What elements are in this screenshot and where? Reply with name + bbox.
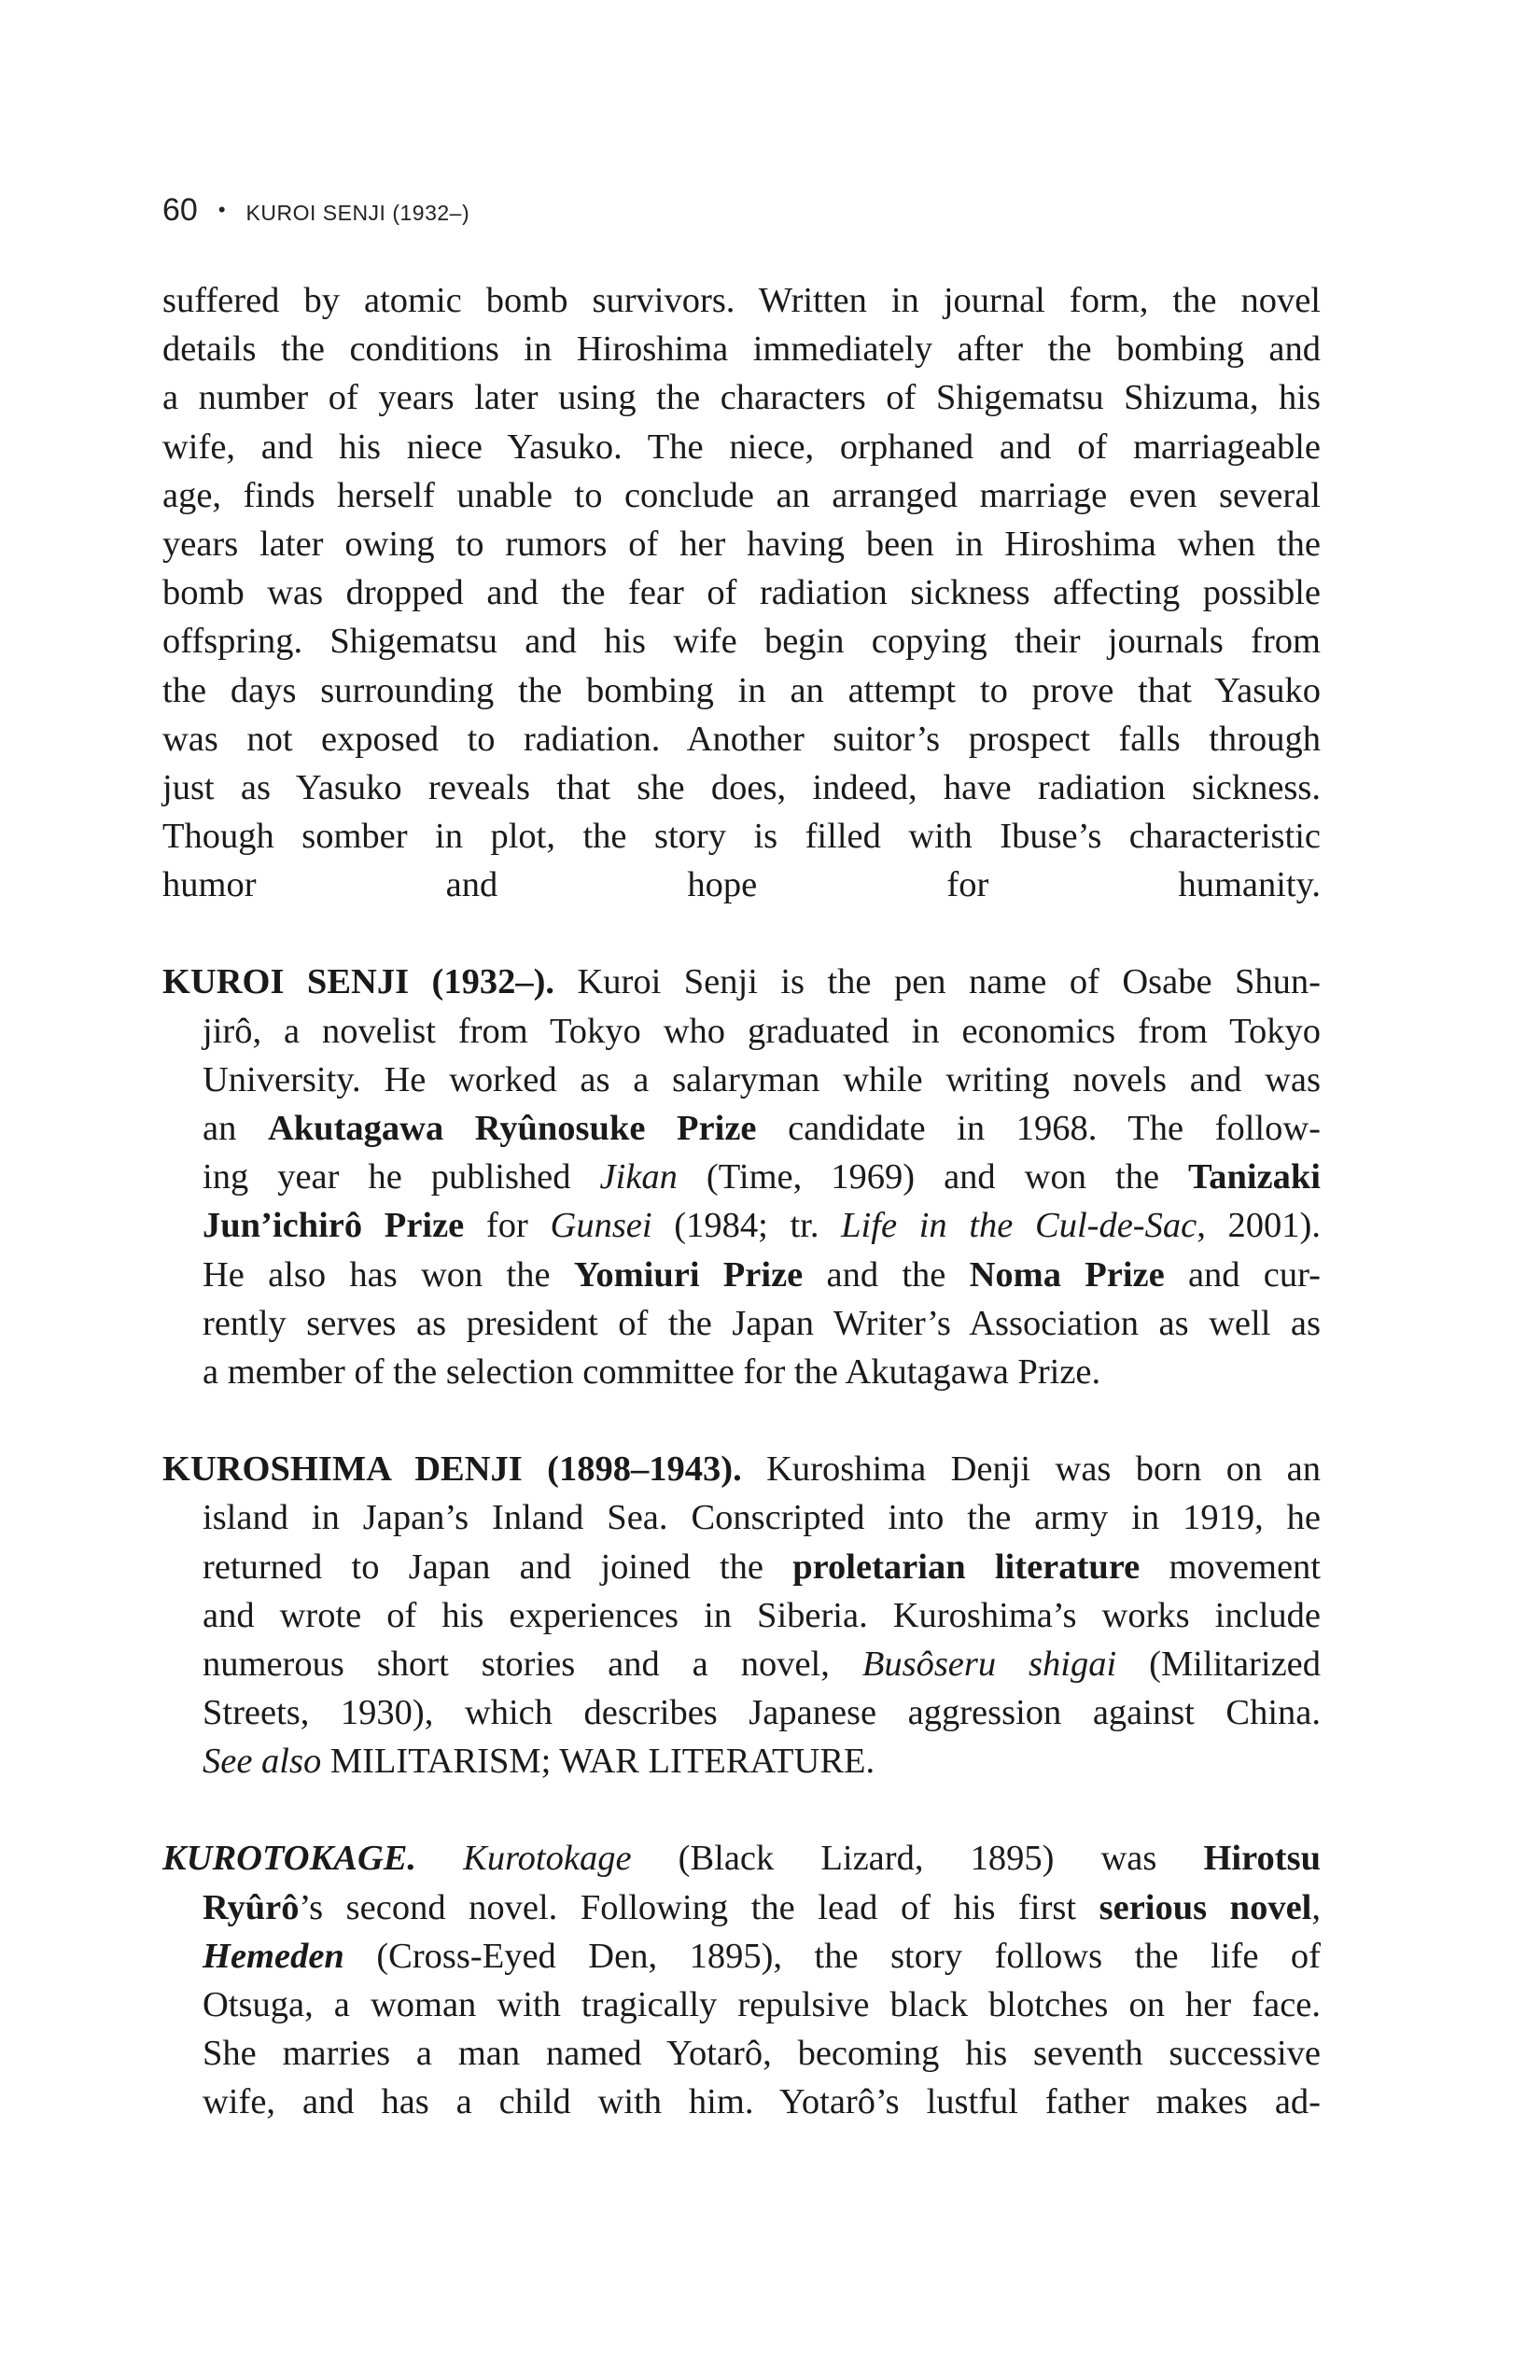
text-line [162,276,1321,325]
text-run: Otsuga, a woman with tragically repulsive black blotches on her face. [203,1985,1321,2024]
text-run: (Time, 1969) and won the [677,1157,1189,1197]
styled-run: Life in the Cul-de-Sac [841,1206,1197,1246]
styled-run: See also [203,1742,322,1782]
text-run: wife, and his niece Yasuko. The niece, orphaned and of marriageable [162,427,1321,467]
text-line [162,812,1321,861]
text-run: (1984; tr. [651,1206,842,1246]
text-line [162,471,1321,520]
text-run: suffered by atomic bomb survivors. Written in journal form, the novel [162,281,1321,320]
styled-run: Akutagawa Ryûnosuke Prize [267,1109,757,1148]
text-line [162,1834,1321,1883]
text-run: , [1311,1887,1321,1927]
text-line [162,373,1321,422]
styled-run: KUROSHIMA DENJI (1898–1943). [162,1449,742,1490]
text-line [203,1251,1321,1299]
text-line [203,1640,1321,1688]
text-run: offspring. Shigematsu and his wife begin copying their journals from [162,622,1321,662]
entry-kurotokage [162,1834,1321,2126]
text-line [203,1883,1321,1932]
running-head-title: KUROI SENJI (1932–) [245,201,470,225]
text-run: a number of years later using the characters of Shigematsu Shizuma, his [162,378,1321,418]
text-run: (Militarized [1116,1644,1321,1684]
text-run: for [464,1206,551,1246]
text-run: age, finds herself unable to conclude an arranged marriage even several [162,475,1321,515]
text-run: bomb was dropped and the fear of radiation sickness affecting possible [162,573,1321,613]
text-line [203,1981,1321,2029]
text-run: Streets, 1930), which describes Japanese aggression against China. [203,1693,1321,1733]
text-run: years later owing to rumors of her having been in Hiroshima when the [162,524,1321,564]
text-run: candidate in 1968. The follow- [756,1109,1322,1148]
styled-run: Gunsei [550,1206,652,1246]
text-line [203,1056,1321,1104]
text-line [203,1932,1321,1981]
text-run: She marries a man named Yotarô, becoming his seventh successive [203,2034,1321,2074]
styled-run: Ryûrô [203,1887,300,1927]
text-line [203,1007,1321,1056]
text-line [162,715,1321,763]
text-run: a member of the selection committee for the Akutagawa Prize. [203,1351,1101,1392]
text-run: Kuroshima Denji was born on an [741,1449,1321,1490]
styled-run: serious novel [1099,1887,1312,1927]
text-line [203,1201,1321,1250]
text-run: movement [1140,1547,1321,1587]
text-line [203,1493,1321,1542]
text-run: University. He worked as a salaryman while writing novels and was [203,1059,1321,1099]
text-line [203,1688,1321,1737]
text-line [203,1348,1321,1396]
text-run: jirô, a novelist from Tokyo who graduated in economics from Tokyo [203,1011,1321,1051]
text-run: rently serves as president of the Japan Writer’s Association as well as [203,1303,1321,1343]
text-line [203,1737,1321,1785]
styled-run: Kurotokage [463,1839,632,1879]
text-run: just as Yasuko reveals that she does, indeed, have radiation sickness. [162,767,1321,807]
entry-kuroi-senji [162,958,1321,1396]
text-run: wife, and has a child with him. Yotarô’s lustful father makes ad- [203,2082,1321,2122]
styled-run: KUROI SENJI (1932–). [162,962,555,1002]
text-line [203,1591,1321,1640]
entry-kuroshima-denji [162,1445,1321,1785]
text-run: humor and hope for humanity. [162,865,1321,905]
text-run: MILITARISM; WAR LITERATURE. [321,1742,875,1782]
text-line [203,2029,1321,2078]
text-line [162,861,1321,909]
text-line [162,617,1321,665]
styled-run: Noma Prize [969,1254,1165,1295]
text-run: the days surrounding the bombing in an attempt to prove that Yasuko [162,670,1321,710]
text-run: (Black Lizard, 1895) was [631,1839,1204,1879]
styled-run: Jun’ichirô Prize [203,1206,465,1246]
text-line [162,568,1321,617]
text-line [203,1153,1321,1201]
text-line [203,1543,1321,1591]
text-line [162,325,1321,373]
entry-continuation [162,276,1321,909]
running-head [162,192,469,229]
styled-run: Busôseru shigai [861,1644,1117,1684]
text-run: and cur- [1164,1254,1321,1295]
text-run: ing year he published [203,1157,600,1197]
text-line [162,666,1321,715]
page-number: 60 [162,192,198,228]
text-run [416,1839,463,1878]
body-text [162,276,1321,2127]
text-line [162,1445,1321,1493]
text-line [162,520,1321,568]
text-run: details the conditions in Hiroshima immediately after the bombing and [162,329,1321,370]
text-line [203,1104,1321,1153]
text-run: numerous short stories and a novel, [203,1644,862,1684]
text-line [162,423,1321,471]
text-line [203,1299,1321,1348]
text-run: island in Japan’s Inland Sea. Conscripted into the army in 1919, he [203,1498,1321,1538]
text-run: He also has won the [203,1254,574,1295]
text-run: Kuroi Senji is the pen name of Osabe Shun- [554,962,1321,1002]
text-line [162,958,1321,1006]
styled-run: proletarian literature [792,1547,1141,1587]
header-bullet: • [217,198,226,221]
styled-run: Jikan [599,1157,678,1197]
text-run: Though somber in plot, the story is filled with Ibuse’s characteristic [162,817,1321,857]
text-run: and the [803,1254,970,1295]
text-run: (Cross-Eyed Den, 1895), the story follows the life of [343,1936,1321,1976]
text-run: returned to Japan and joined the [203,1547,793,1587]
styled-run: Hirotsu [1203,1839,1321,1879]
text-run: , 2001). [1197,1206,1321,1246]
styled-run: KUROTOKAGE. [162,1839,417,1879]
styled-run: Hemeden [203,1936,344,1976]
text-run: an [203,1109,268,1148]
text-run: was not exposed to radiation. Another suitor’s prospect falls through [162,719,1321,759]
text-line [203,2078,1321,2126]
styled-run: Yomiuri Prize [573,1254,804,1295]
text-line [162,763,1321,812]
text-run: ’s second novel. Following the lead of his first [299,1887,1099,1927]
styled-run: Tanizaki [1188,1157,1321,1197]
text-run: and wrote of his experiences in Siberia. Kuroshima’s works include [203,1595,1321,1635]
